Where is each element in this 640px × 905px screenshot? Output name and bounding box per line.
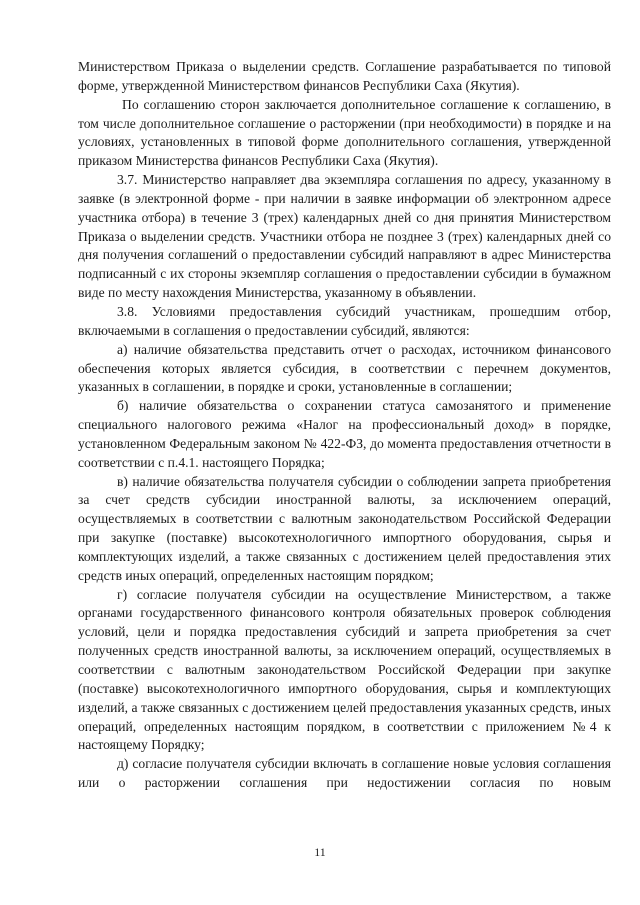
clause-3-7: 3.7. Министерство направляет два экземпляра соглашения по адресу, указанному в заявке (в электронной форме - при наличии в заявке информации об электронном адресе участника отбора) в течение 3 (трех) календарных дней со дня принятия Министерством Приказа о выделении средств. Участники отбора не позднее 3 (трех) календарных дней со дня получения соглашений о предоставлении субсидий направляют в адрес Министерства подписанный с их стороны экземпляр соглашения о предоставлении субсидии в бумажном виде по месту нахождения Министерства, указанному в объявлении. bbox=[78, 172, 611, 301]
document-page bbox=[78, 58, 611, 793]
subclause-b: б) наличие обязательства о сохранении статуса самозанятого и применение специального налогового режима «Налог на профессиональный доход» в порядке, установленном Федеральным законом № 422-ФЗ, до момента предоставления отчетности в соответствии с п.4.1. настоящего Порядка; bbox=[78, 398, 611, 470]
paragraph-continuation: Министерством Приказа о выделении средств. Соглашение разрабатывается по типовой форме, утвержденной Министерством финансов Республики Саха (Якутия). bbox=[78, 59, 611, 93]
subclause-v: в) наличие обязательства получателя субсидии о соблюдении запрета приобретения за счет средств субсидии иностранной валюты, за исключением операций, осуществляемых в соответствии с валютным законодательством Российской Федерации при закупке (поставке) высокотехнологичного импортного оборудования, сырья и комплектующих изделий, а также связанных с достижением целей предоставления этих средств иных операций, определенных настоящим порядком; bbox=[78, 473, 611, 583]
subclause-d: д) согласие получателя субсидии включать в соглашение новые условия соглашения или о расторжении соглашения при недостижении согласия по новым bbox=[78, 756, 611, 791]
page-number: 11 bbox=[314, 845, 326, 859]
subclause-g: г) согласие получателя субсидии на осуществление Министерством, а также органами государственного финансового контроля обязательных проверок соблюдения условий, цели и порядка предоставления субсидий и запрета приобретения за счет полученных средств иностранной валюты, за исключением операций, осуществляемых в соответствии с валютным законодательством Российской Федерации при закупке (поставке) высокотехнологичного импортного оборудования, сырья и комплектующих изделий, а также связанных с достижением целей предоставления указанных средств, иных операций, определенных настоящим порядком, в соответствии с приложением №4 к настоящему Порядку; bbox=[78, 586, 611, 753]
paragraph-additional-agreement: По соглашению сторон заключается дополнительное соглашение к соглашению, в том числе дополнительное соглашение о расторжении (при необходимости) в порядке и на условиях, установленных в типовой форме дополнительного соглашения, утвержденной приказом Министерства финансов Республики Саха (Якутия). bbox=[78, 96, 611, 169]
subclause-a: а) наличие обязательства представить отчет о расходах, источником финансового обеспечения которых является субсидия, в соответствии с перечнем документов, указанных в соглашении, в порядке и сроки, установленные в соглашении; bbox=[78, 341, 611, 395]
clause-3-8: 3.8. Условиями предоставления субсидий участникам, прошедшим отбор, включаемыми в соглашения о предоставлении субсидий, являются: bbox=[78, 303, 611, 338]
